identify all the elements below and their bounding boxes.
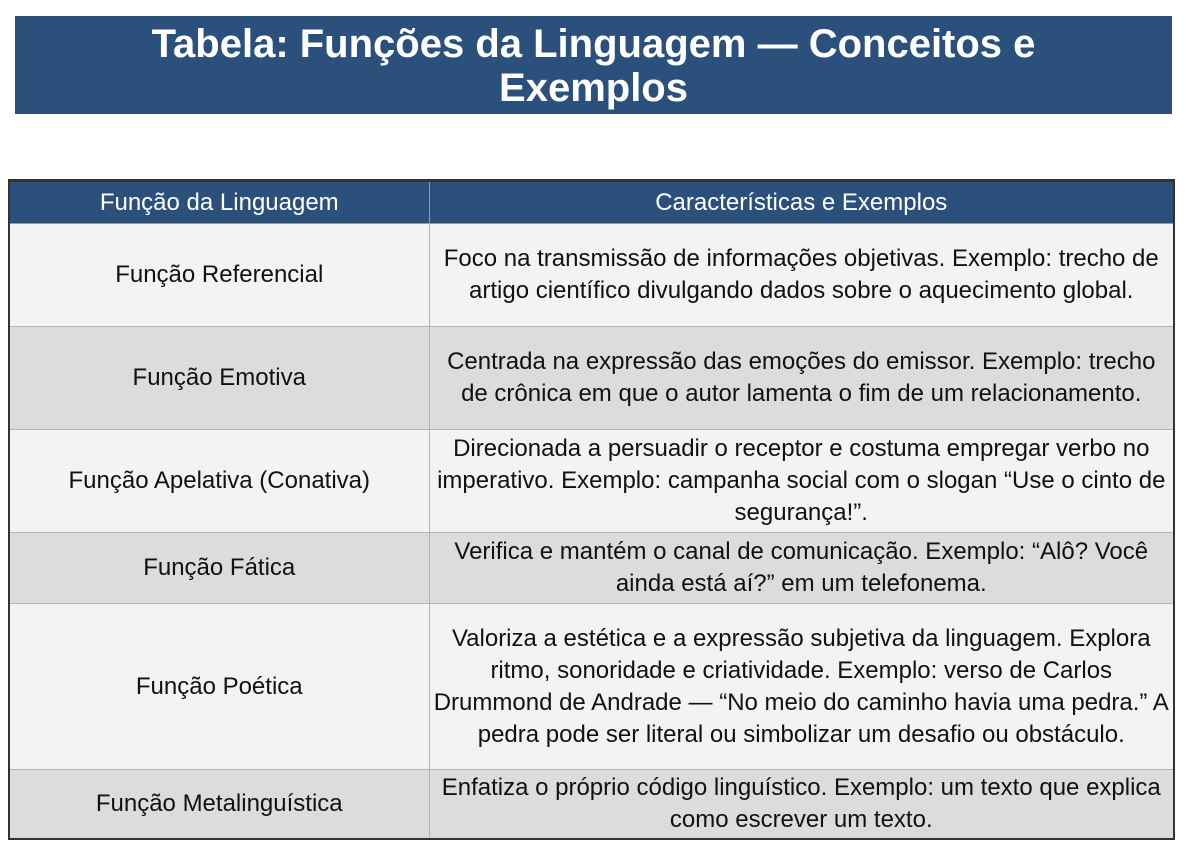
functions-table [8, 179, 1175, 840]
cell-funcao: Função Fática [9, 533, 429, 604]
column-header-caracteristicas: Características e Exemplos [429, 181, 1174, 224]
cell-descricao: Foco na transmissão de informações objetivas. Exemplo: trecho de artigo científico divulgando dados sobre o aquecimento global. [429, 224, 1174, 327]
page-title: Tabela: Funções da Linguagem — Conceitos e Exemplos [151, 22, 1036, 110]
cell-descricao: Valoriza a estética e a expressão subjetiva da linguagem. Explora ritmo, sonoridade e criatividade. Exemplo: verso de Carlos Drummond de Andrade — “No meio do caminho havia uma pedra.” A pedra pode ser literal ou simbolizar um desafio ou obstáculo. [429, 604, 1174, 770]
cell-descricao: Verifica e mantém o canal de comunicação. Exemplo: “Alô? Você ainda está aí?” em um telefonema. [429, 533, 1174, 604]
table-row [9, 770, 1174, 840]
cell-descricao: Centrada na expressão das emoções do emissor. Exemplo: trecho de crônica em que o autor lamenta o fim de um relacionamento. [429, 327, 1174, 430]
cell-funcao: Função Poética [9, 604, 429, 770]
table-row [9, 430, 1174, 533]
cell-descricao: Direcionada a persuadir o receptor e costuma empregar verbo no imperativo. Exemplo: campanha social com o slogan “Use o cinto de segurança!”. [429, 430, 1174, 533]
table-row [9, 604, 1174, 770]
functions-table-container [8, 179, 1173, 840]
cell-funcao: Função Apelativa (Conativa) [9, 430, 429, 533]
table-row [9, 533, 1174, 604]
table-row [9, 224, 1174, 327]
column-header-funcao: Função da Linguagem [9, 181, 429, 224]
header-row [9, 181, 1174, 224]
cell-descricao: Enfatiza o próprio código linguístico. Exemplo: um texto que explica como escrever um texto. [429, 770, 1174, 840]
title-banner [15, 16, 1172, 114]
cell-funcao: Função Emotiva [9, 327, 429, 430]
table-row [9, 327, 1174, 430]
table-body [9, 224, 1174, 840]
table-header [9, 181, 1174, 224]
cell-funcao: Função Referencial [9, 224, 429, 327]
cell-funcao: Função Metalinguística [9, 770, 429, 840]
